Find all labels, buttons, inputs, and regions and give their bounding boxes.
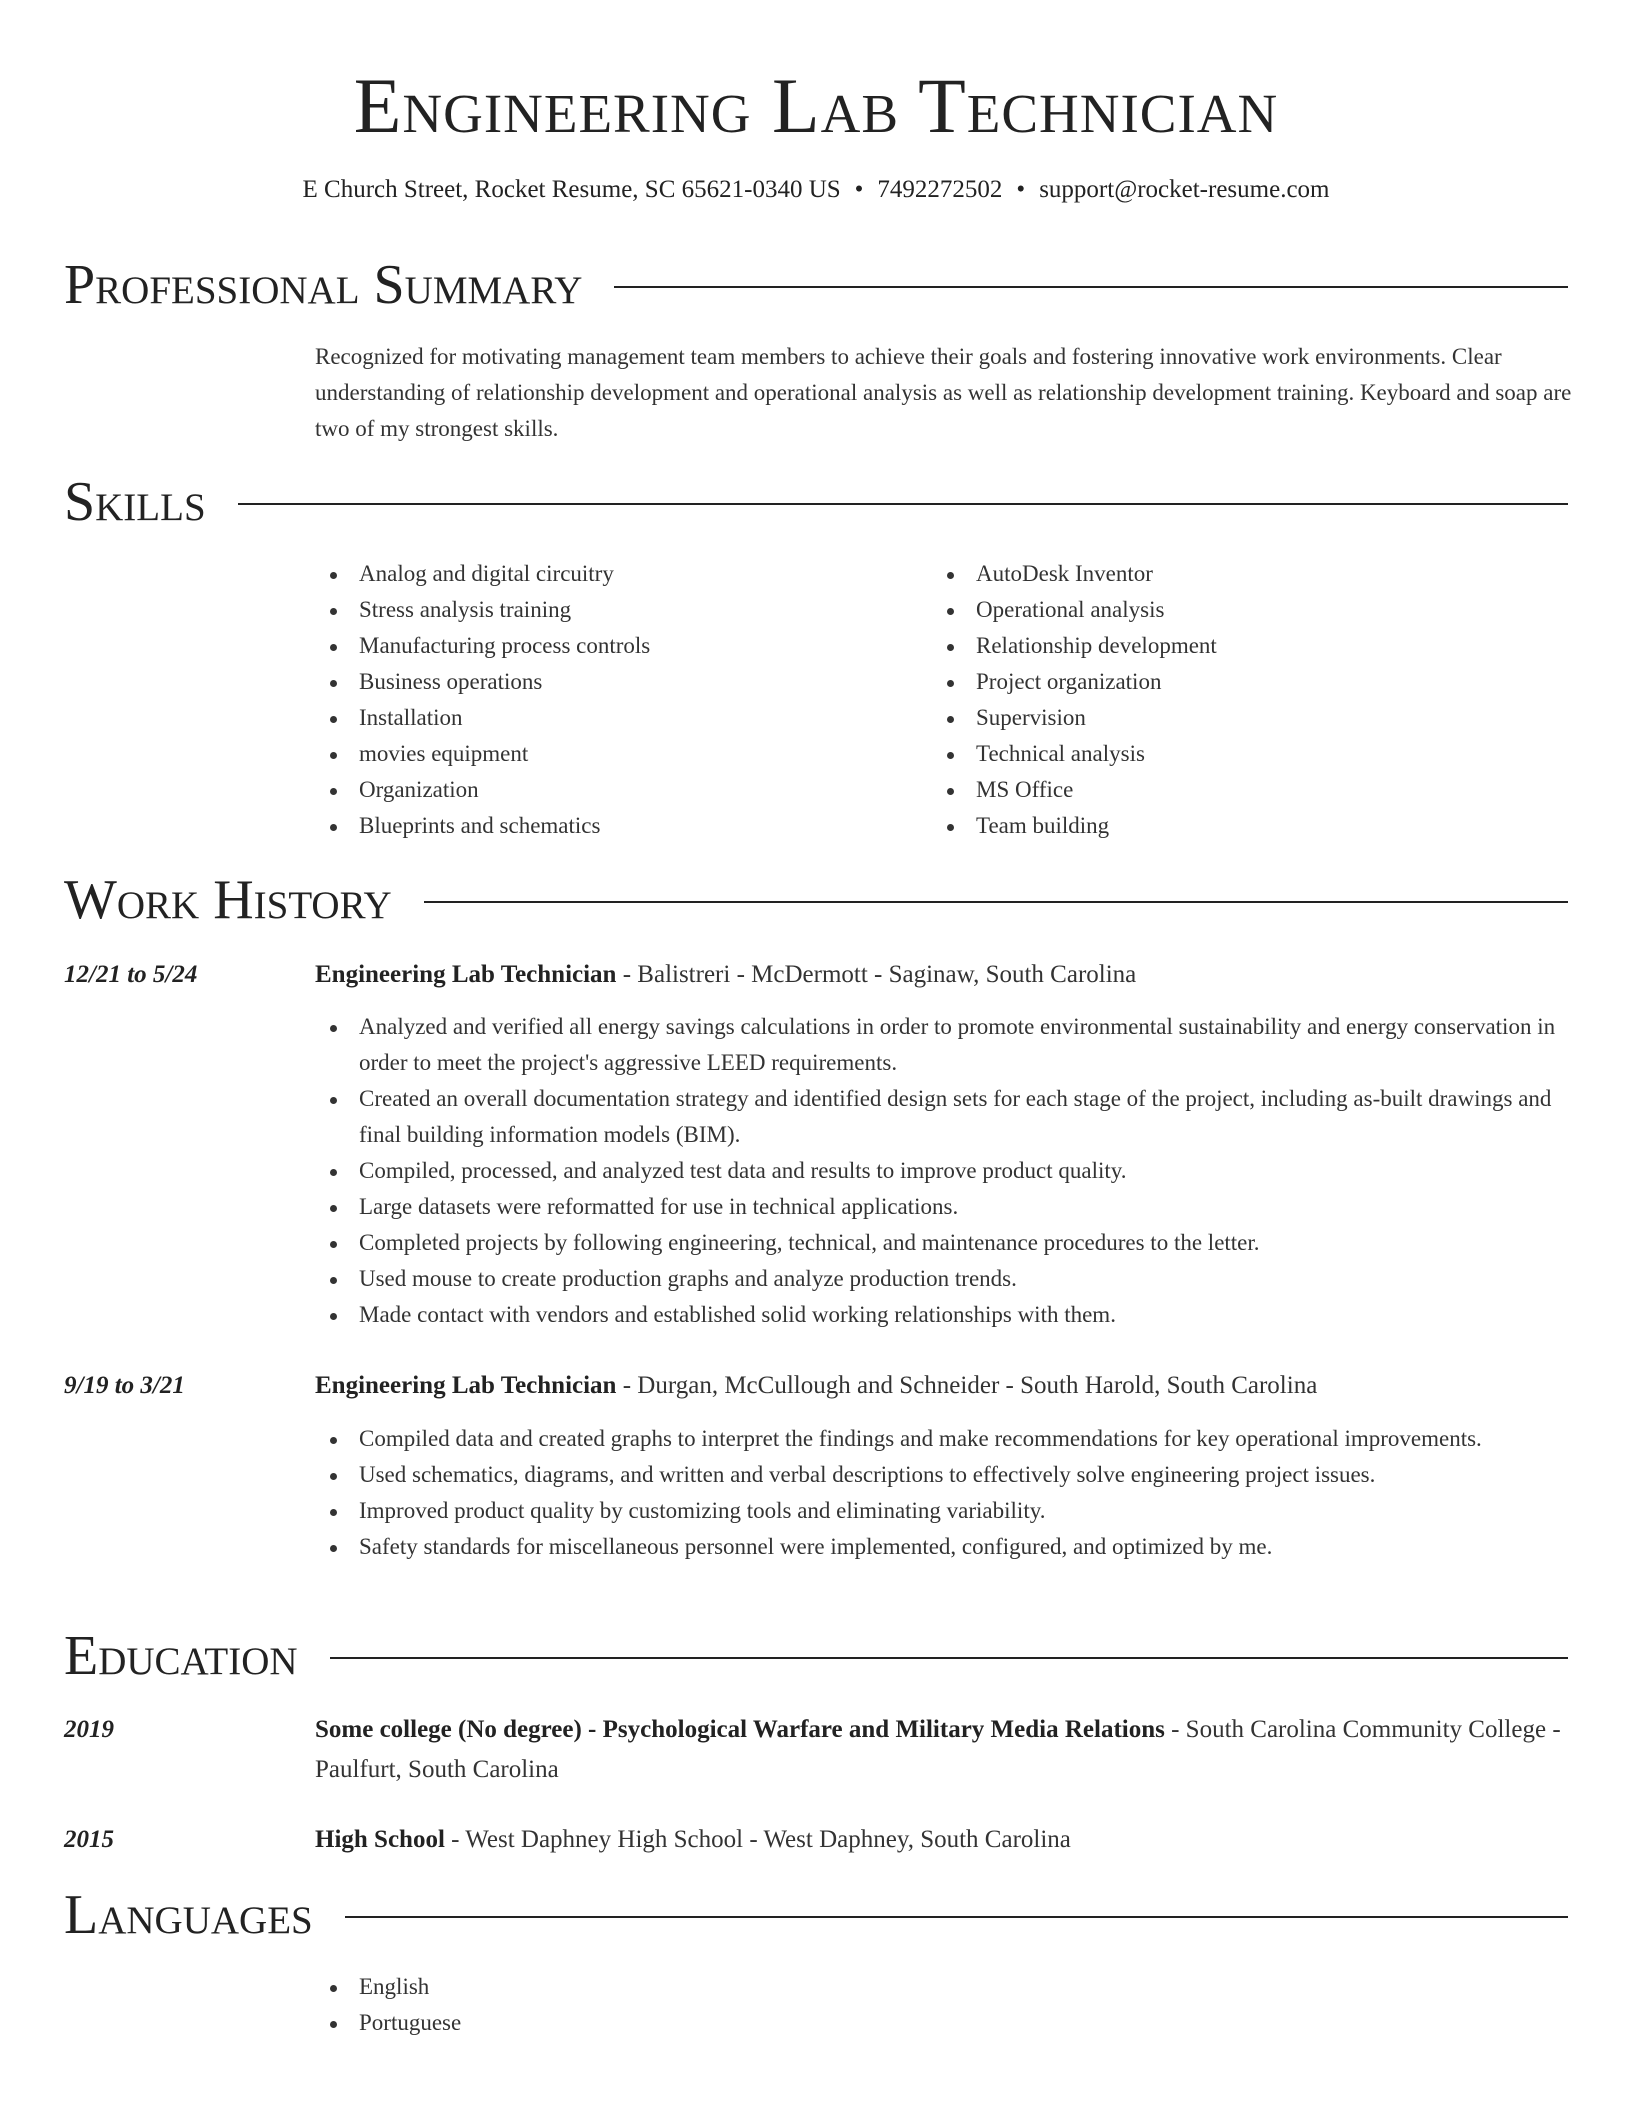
skills-list-left [315,556,915,844]
education-school: - South Carolina Community College - Paulfurt, South Carolina [315,1716,1561,1783]
languages-list [315,1969,1575,2041]
skill-item: Supervision [932,700,1532,736]
job-bullet: Large datasets were reformatted for use in technical applications. [315,1189,1575,1225]
job-bullet: Completed projects by following engineering, technical, and maintenance procedures to the letter. [315,1225,1575,1261]
language-item: Portuguese [315,2005,1575,2041]
contact-separator: • [854,176,864,203]
section-divider [238,503,1568,505]
job-bullet: Created an overall documentation strategy and identified design sets for each stage of the project, including as-built drawings and final building information models (BIM). [315,1081,1575,1153]
education-entry [315,1710,1575,1790]
education-degree: Some college (No degree) - Psychological Warfare and Military Media Relations [315,1716,1165,1743]
language-item: English [315,1969,1575,2005]
skill-item: Technical analysis [932,736,1532,772]
skill-item: Stress analysis training [315,592,915,628]
job-heading [315,1366,1575,1406]
skill-item: Relationship development [932,628,1532,664]
job-title: Engineering Lab Technician [315,961,617,988]
skill-item: Project organization [932,664,1532,700]
languages-section-heading [64,1880,1568,1950]
work-title: Work History [64,869,392,931]
section-divider [424,901,1568,903]
education-year: 2019 [64,1716,114,1743]
skill-item: AutoDesk Inventor [932,556,1532,592]
education-school: - West Daphney High School - West Daphney, South Carolina [444,1826,1071,1853]
section-divider [330,1657,1568,1659]
job-heading [315,955,1575,995]
education-year: 2015 [64,1826,114,1853]
resume-name: Engineering Lab Technician [353,62,1279,149]
skill-item: Organization [315,772,915,808]
job-bullet: Safety standards for miscellaneous personnel were implemented, configured, and optimized by me. [315,1529,1575,1565]
summary-section-heading [64,250,1568,320]
skills-title: Skills [64,471,206,533]
job-bullet: Improved product quality by customizing tools and eliminating variability. [315,1493,1575,1529]
job-dates: 9/19 to 3/21 [64,1372,185,1399]
job-dates: 12/21 to 5/24 [64,961,198,988]
job-bullet: Used schematics, diagrams, and written and verbal descriptions to effectively solve engineering project issues. [315,1457,1575,1493]
education-entry [315,1820,1575,1860]
skill-item: Blueprints and schematics [315,808,915,844]
skill-item: Business operations [315,664,915,700]
section-divider [614,286,1568,288]
skills-list-right [932,556,1532,844]
job-bullet: Made contact with vendors and established solid working relationships with them. [315,1297,1575,1333]
summary-text: Recognized for motivating management team members to achieve their goals and fostering innovative work environments. Clear understanding of relationship development and operational analysis as well as relationship development training. Keyboard and soap are two of my strongest skills. [315,344,1572,441]
skill-item: Team building [932,808,1532,844]
job-bullet: Used mouse to create production graphs and analyze production trends. [315,1261,1575,1297]
job-bullet-list [315,1009,1575,1333]
education-degree: High School [315,1826,445,1853]
job-bullet: Analyzed and verified all energy savings calculations in order to promote environmental sustainability and energy conservation in order to meet the project's aggressive LEED requirements. [315,1009,1575,1081]
education-title: Education [64,1625,298,1687]
job-bullet: Compiled data and created graphs to interpret the findings and make recommendations for key operational improvements. [315,1421,1575,1457]
education-section-heading [64,1621,1568,1691]
skill-item: Installation [315,700,915,736]
work-section-heading [64,865,1568,935]
skills-section-heading [64,467,1568,537]
job-employer: - Balistreri - McDermott - Saginaw, South Carolina [616,961,1137,988]
contact-address: E Church Street, Rocket Resume, SC 65621-0340 US [302,176,841,203]
job-bullet-list [315,1421,1575,1565]
contact-separator: • [1016,176,1026,203]
skill-item: Analog and digital circuitry [315,556,915,592]
job-title: Engineering Lab Technician [315,1372,617,1399]
languages-title: Languages [64,1884,313,1946]
contact-line [0,172,1632,208]
section-divider [345,1916,1568,1918]
skill-item: Operational analysis [932,592,1532,628]
contact-phone: 7492272502 [877,176,1003,203]
summary-title: Professional Summary [64,254,583,316]
job-employer: - Durgan, McCullough and Schneider - South Harold, South Carolina [616,1372,1318,1399]
skill-item: movies equipment [315,736,915,772]
skill-item: Manufacturing process controls [315,628,915,664]
skill-item: MS Office [932,772,1532,808]
job-bullet: Compiled, processed, and analyzed test data and results to improve product quality. [315,1153,1575,1189]
contact-email: support@rocket-resume.com [1039,176,1330,203]
